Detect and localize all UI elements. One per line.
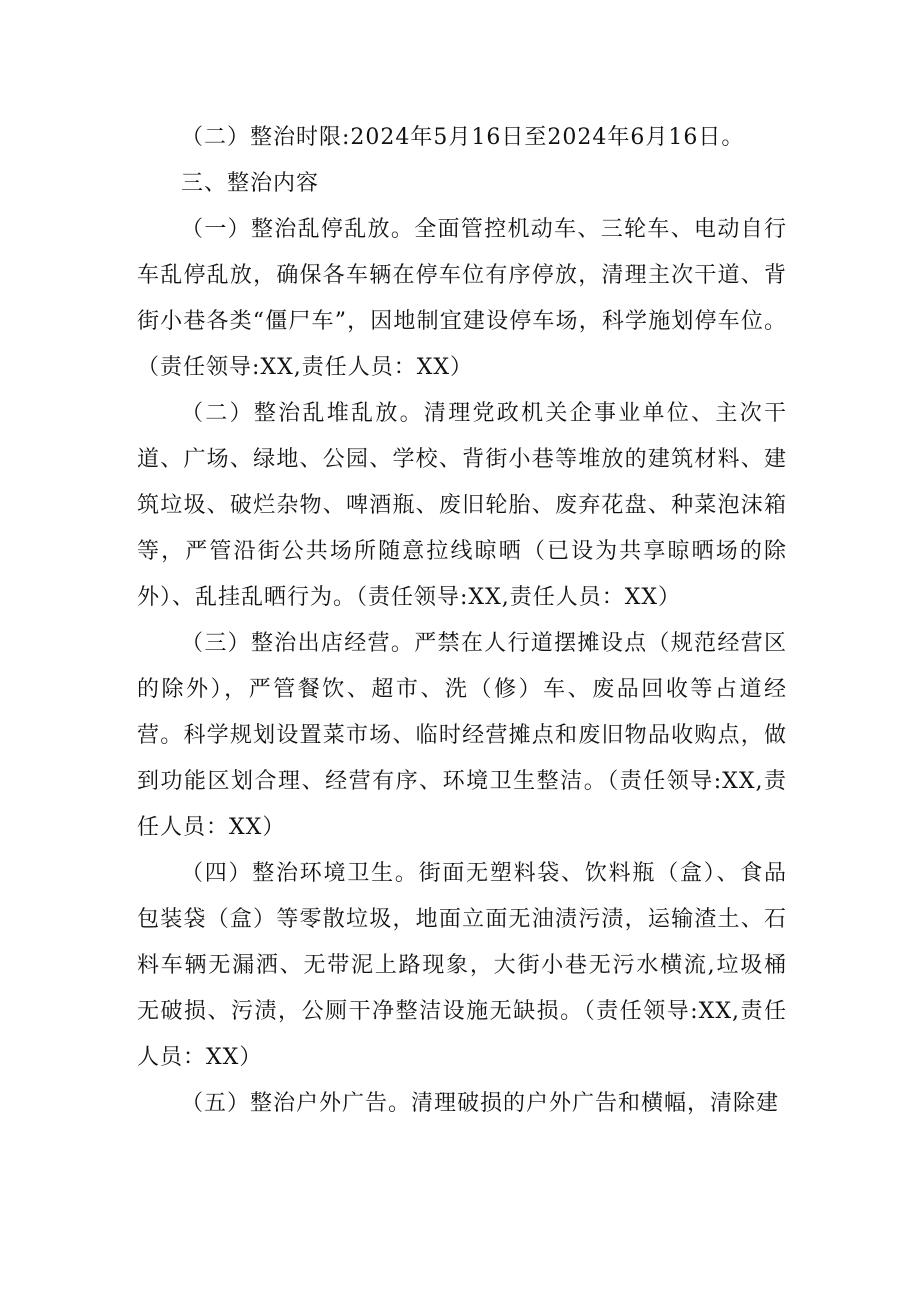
paragraph-street-business: （三）整治出店经营。严禁在人行道摆摊设点（规范经营区的除外），严管餐饮、超市、洗（修）车、废品回收等占道经营。科学规划设置菜市场、临时经营摊点和废旧物品收购点，做到功能区划合理、经营有序、环境卫生整洁。（责任领导:XX,责任人员：XX） — [137, 631, 787, 840]
paragraph-sanitation: （四）整治环境卫生。街面无塑料袋、饮料瓶（盒）、食品包装袋（盒）等零散垃圾，地面立面无油渍污渍，运输渣土、石料车辆无漏洒、无带泥上路现象，大街小巷无污水横流,垃圾桶无破损、污渍，公厕干净整洁设施无缺损。（责任领导:XX,责任人员：XX） — [137, 861, 787, 1070]
paragraph-time-limit: （二）整治时限:2024年5月16日至2024年6月16日。 — [181, 125, 745, 150]
paragraph-outdoor-ads: （五）整治户外广告。清理破损的户外广告和横幅，清除建 — [181, 1091, 780, 1116]
paragraph-parking: （一）整治乱停乱放。全面管控机动车、三轮车、电动自行车乱停乱放，确保各车辆在停车位有序停放，清理主次干道、背街小巷各类“僵尸车”，因地制宜建设停车场，科学施划停车位。（责任领导:XX,责任人员：XX） — [137, 217, 787, 380]
section-heading-content: 三、整治内容 — [181, 171, 320, 196]
document-body — [137, 115, 787, 1127]
paragraph-stacking: （二）整治乱堆乱放。清理党政机关企事业单位、主次干道、广场、绿地、公园、学校、背街小巷等堆放的建筑材料、建筑垃圾、破烂杂物、啤酒瓶、废旧轮胎、废弃花盘、种菜泡沫箱等，严管沿街公共场所随意拉线晾晒（已设为共享晾晒场的除外）、乱挂乱晒行为。（责任领导:XX,责任人员：XX） — [137, 401, 787, 610]
